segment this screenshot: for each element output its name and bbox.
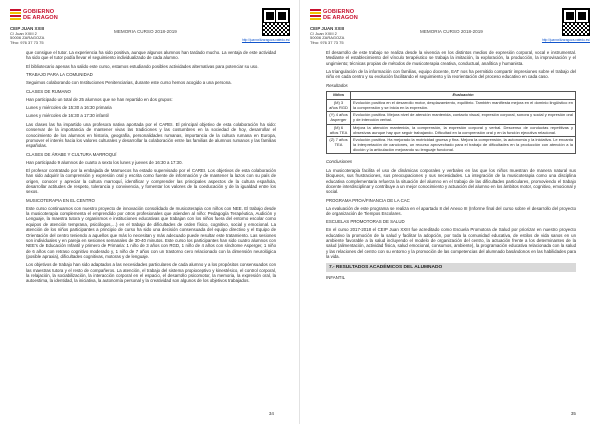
column-header-children: Niños xyxy=(327,92,351,100)
subsection-heading: INFANTIL xyxy=(326,274,346,280)
results-label: Resultados xyxy=(326,82,348,88)
paragraph: La musicoterapia facilita el uso de dinámicas corporales y verbales en las que los niños muestran de manera natural sus bloqueos, sus frustraciones, sus preocupaciones y sus necesidades. La integración de la musicoterapia como una disciplina educativa complementaria refuerza la situación del alumno en el trabajo de las dificultades particulares, promoviendo el trabajo docente interdisciplinar y contribuye a un mejor conocimiento y actuación del alumno en los ámbitos motor, cognitivo, emocional y social. xyxy=(326,167,576,195)
school-address-2: 50006 ZARAGOZA xyxy=(310,35,345,41)
paragraph: que consigue el tutor. La experiencia ha sido positiva, aunque algunos alumnos han tardado mucho. La ventaja de este actividad ha sido que el tutor podía llevar el seguimiento individualizado de cada alumno. xyxy=(26,50,276,61)
qr-code-icon xyxy=(262,8,290,36)
section-subheading: TRABAJO PARA LA COMUNIDAD xyxy=(26,72,93,78)
report-title: MEMORIA CURSO 2018-2019 xyxy=(114,29,177,34)
paragraph: Han participado 9 alumnos de cuarto a sexto los lunes y jueves de 16:30 a 17:30. xyxy=(26,159,183,165)
logo-line-1: GOBIERNO xyxy=(23,9,55,15)
paragraph: Seguimos colaborando con Instituciones Penitenciarias, durante este curso hemos acogido a una persona. xyxy=(26,80,232,86)
section-subheading: CLASES DE ÁRABE Y CULTURA MARROQUÍ xyxy=(26,151,117,157)
section-heading: 7.- RESULTADOS ACADÉMICOS DEL ALUMNADO xyxy=(326,263,576,271)
paragraph: Los objetivos de trabajo han sido adaptados a las necesidades particulares de cada alumno y a los propósitos consensuados con las maestras tutora y el resto de compañeros. La atención, el trabajo del sistema propioceptivo y kinestésico, el control corporal, la relajación, la sociabilización, la interacción corporal en el espacio, el desarrollo psicomotor, la memoria, la expresión oral, la autoestima, la identidad, la iniciativa, la autonomía personal y la creatividad son algunos de los objetivos trabajados. xyxy=(26,262,276,284)
page-35 xyxy=(300,0,600,424)
table-header-row xyxy=(327,92,576,100)
gobierno-aragon-logo xyxy=(310,8,370,24)
school-address-2: 50006 ZARAGOZA xyxy=(10,35,45,41)
paragraph: Las clases las ha impartido una profesora nativa aportada por el CAREI. El principal objetivo de esta colaboración ha sido: conservar de la importancia de mantener vivas las tradiciones y las costumbres en la sociedad de hoy, desarrollar el conocimiento de los alumnos en historia, geografía, personalidades rumanas, importancia de la cultura rumana en Europa, promover el interés hacia los valores culturales y desarrollar la colaboración entre las familias de alumnos rumanos y las familias españolas. xyxy=(26,121,276,149)
section-subheading: CLASES DE RUMANO xyxy=(26,88,71,94)
table-cell-child: (M) 3 años RGD xyxy=(327,100,351,112)
table-cell-child: (Y) 4 años Asperger xyxy=(327,112,351,124)
page-number: 35 xyxy=(570,411,576,416)
paragraph: Lunes y miércoles de 16:30 a 17:30 infantil xyxy=(26,113,109,119)
table-row xyxy=(327,124,576,136)
table-row xyxy=(327,137,576,154)
aragon-flag-icon xyxy=(310,9,321,22)
logo-line-2: DE ARAGON xyxy=(23,15,58,21)
table-cell-evaluation: Evolución positiva. Ha mejorado la motricidad gruesa y fina. Mejora la comprensión, la autonomía y la iniciativa. Le encanta la interpretación de canciones, un recurso aprovechado para el trabajo de dificultades en la producción con atención a la dicción y la articulación mejorando su lenguaje funcional. xyxy=(351,137,576,154)
school-url-link[interactable]: http://juanxxiiizaragoza.catedu.es/ xyxy=(241,38,290,42)
school-phone: Tfno: 976 37 73 75 xyxy=(310,39,344,45)
page-header xyxy=(10,8,290,44)
paragraph: El bibliotecario apenas ha salido este curso, estamos estudiando posibles actividades alternativas para potenciar su uso. xyxy=(26,63,259,69)
page-number: 34 xyxy=(268,411,274,416)
table-cell-child: (M) 6 años TEA xyxy=(327,124,351,136)
table-cell-evaluation: Evolución positiva en el desarrollo motor, desplazamiento, equilibrio. También manifiesta mejora en el dominio lingüístico en la comprensión y se inicia en la expresión. xyxy=(351,100,576,112)
paragraph: El profesor contratado por la embajada de Marruecos ha estado supervisado por el CAREI. Los objetivos de esta colaboración han sido adquirir la comprensión y expresión oral y escrita como fuente de información y de mantener la lazos con su país de origen, conocer y apreciar la cultura marroquí, identificar y comprender las principales aspectos de la cultura española, desarrollar actitudes de respeto, tolerancia y convivencia, y fomentar los valores de la coeducación y de la igualdad entre los sexos. xyxy=(26,168,276,195)
qr-code-icon xyxy=(562,8,590,36)
table-cell-evaluation: Mejora la atención mantenida, la comprensión, la expresión corporal y verbal. Descenso de conductas repetitivas y obsesivas aunque hay que seguir trabajando. Dificultad en la comprensión oral y en la función ejecutiva relacional. xyxy=(351,124,576,136)
section-subheading: MUSICOTERAPIA EN EL CENTRO xyxy=(26,197,95,203)
conclusions-label: Conclusiones xyxy=(326,159,353,165)
section-subheading: PROGRAMA PROA/FINANCIA DE LA CAC xyxy=(326,197,410,203)
logo-line-1: GOBIERNO xyxy=(323,9,355,15)
school-name: CEIP JUAN XXIII xyxy=(310,26,345,31)
paragraph: Han participado un total de 25 alumnos que se han repartido en dos grupos: xyxy=(26,96,173,102)
page-body xyxy=(326,50,576,283)
school-info xyxy=(10,27,44,45)
paragraph: En el curso 2017-2018 el CEIP Juan XXIII fue acreditado como Escuela Promotora de Salud por priorizar en nuestro proyecto educativo la promoción de la salud y facilitar la adopción, por toda la comunidad educativa, de estilos de vida sanos en un ambiente favorable a la salud incluyendo el modelo de organización del centro, la actuación frente a los determinantes de la salud (alimentación, actividad física, salud emocional, consumos, ambiente), la programación educativa relacionada con la salud y las relaciones del centro con su entorno y la promoción de las competencias del alumnado basándonos en las habilidades para la vida. xyxy=(326,227,576,259)
table-row xyxy=(327,112,576,124)
page-body xyxy=(26,50,276,287)
paragraph: El desarrollo de este trabajo se realiza desde la vivencia en los distintos medios de expresión corporal, vocal e instrumental. Mediante el establecimiento del vínculo terapéutico se trabaja la imitación, la exploración, la producción, la improvisación y el ungimiento; técnicas propias de métodos de musicoterapia creativa, conductual, analítica y humanista. xyxy=(326,50,576,66)
table-cell-child: (Z) 7 años TEA xyxy=(327,137,351,154)
paragraph: La evaluación de este programa se realiza en el apartado 8 del Anexo III (Informe final del curso sobre el desarrollo del proyecto de organización de Tiempos Escolares. xyxy=(326,205,576,216)
paragraph: Lunes y miércoles de 15:30 a 16:30 primaria xyxy=(26,104,112,110)
paragraph: La triangulación de la información con familias, equipo docente, EAT nos ha permitido compartir impresiones sobre el trabajo del niño en cada centro y su evolución facilitando el seguimiento y la reorientación del proceso educativo en cada caso. xyxy=(326,69,576,80)
aragon-flag-icon xyxy=(10,9,21,22)
school-phone: Tfno: 976 37 73 75 xyxy=(10,39,44,45)
page-header xyxy=(310,8,590,44)
school-url-link[interactable]: http://juanxxiiizaragoza.catedu.es/ xyxy=(541,38,590,42)
school-name: CEIP JUAN XXIII xyxy=(10,26,45,31)
school-info xyxy=(310,27,344,45)
logo-line-2: DE ARAGON xyxy=(323,15,358,21)
table-row xyxy=(327,100,576,112)
section-subheading: ESCUELAS PROMOTORAS DE SALUD xyxy=(326,219,405,225)
column-header-evaluation: Evaluación xyxy=(351,92,576,100)
evaluation-table xyxy=(326,91,576,154)
report-title: MEMORIA CURSO 2018-2019 xyxy=(420,29,483,34)
gobierno-aragon-logo xyxy=(10,8,70,24)
school-address-1: C/ Juan XXIII 2 xyxy=(10,30,37,36)
school-address-1: C/ Juan XXIII 2 xyxy=(310,30,337,36)
table-cell-evaluation: Evolución positiva. Mejora nivel de atención mantenida, contacto visual, expresión corporal, sonora y social y expresión oral y de intercción verbal. xyxy=(351,112,576,124)
paragraph: Este curso continuamos con nuestro proyecto de innovación consolidado de musicoterapia con niños con NEE. El trabajo desde la musicoterapia complementa el emprendido por otros profesionales que atienden al niño: Pedagogía Terapéutica, Audición y Lenguaje, la maestra tutora y organismos e instituciones educativas que trabajan con los niños fuera del entorno escolar como equipos de atención temprana, psicólogos,…) en el trabajo de dificultades de orden físico, cognitivo, social y emocional. La atención de los niños participantes a principio de curso ha sido una decisión consensuada del equipo directivo y el Equipo de Orientación del centro teniendo a aquellos que más lo necesitan y más adecuado puede resultar este tratamiento. Las sesiones son individuales y en pareja en sesiones semanales de 30-40 minutos. Este curso los participantes han sido cuatro alumnos con NEE's de Educación Infantil y primero de Primaria: 1 niño de 3 años con RGD, 1 niño de 4 años con síndrome Asperger, 1 niño de 6 años con retraso cognitivo moderado y, 1 niño de 7 años con un trastorno cero relacionado con la dimensión neurológica (posible apraxia), dificultades cognitivas, motoras y de lenguaje. xyxy=(26,205,276,259)
